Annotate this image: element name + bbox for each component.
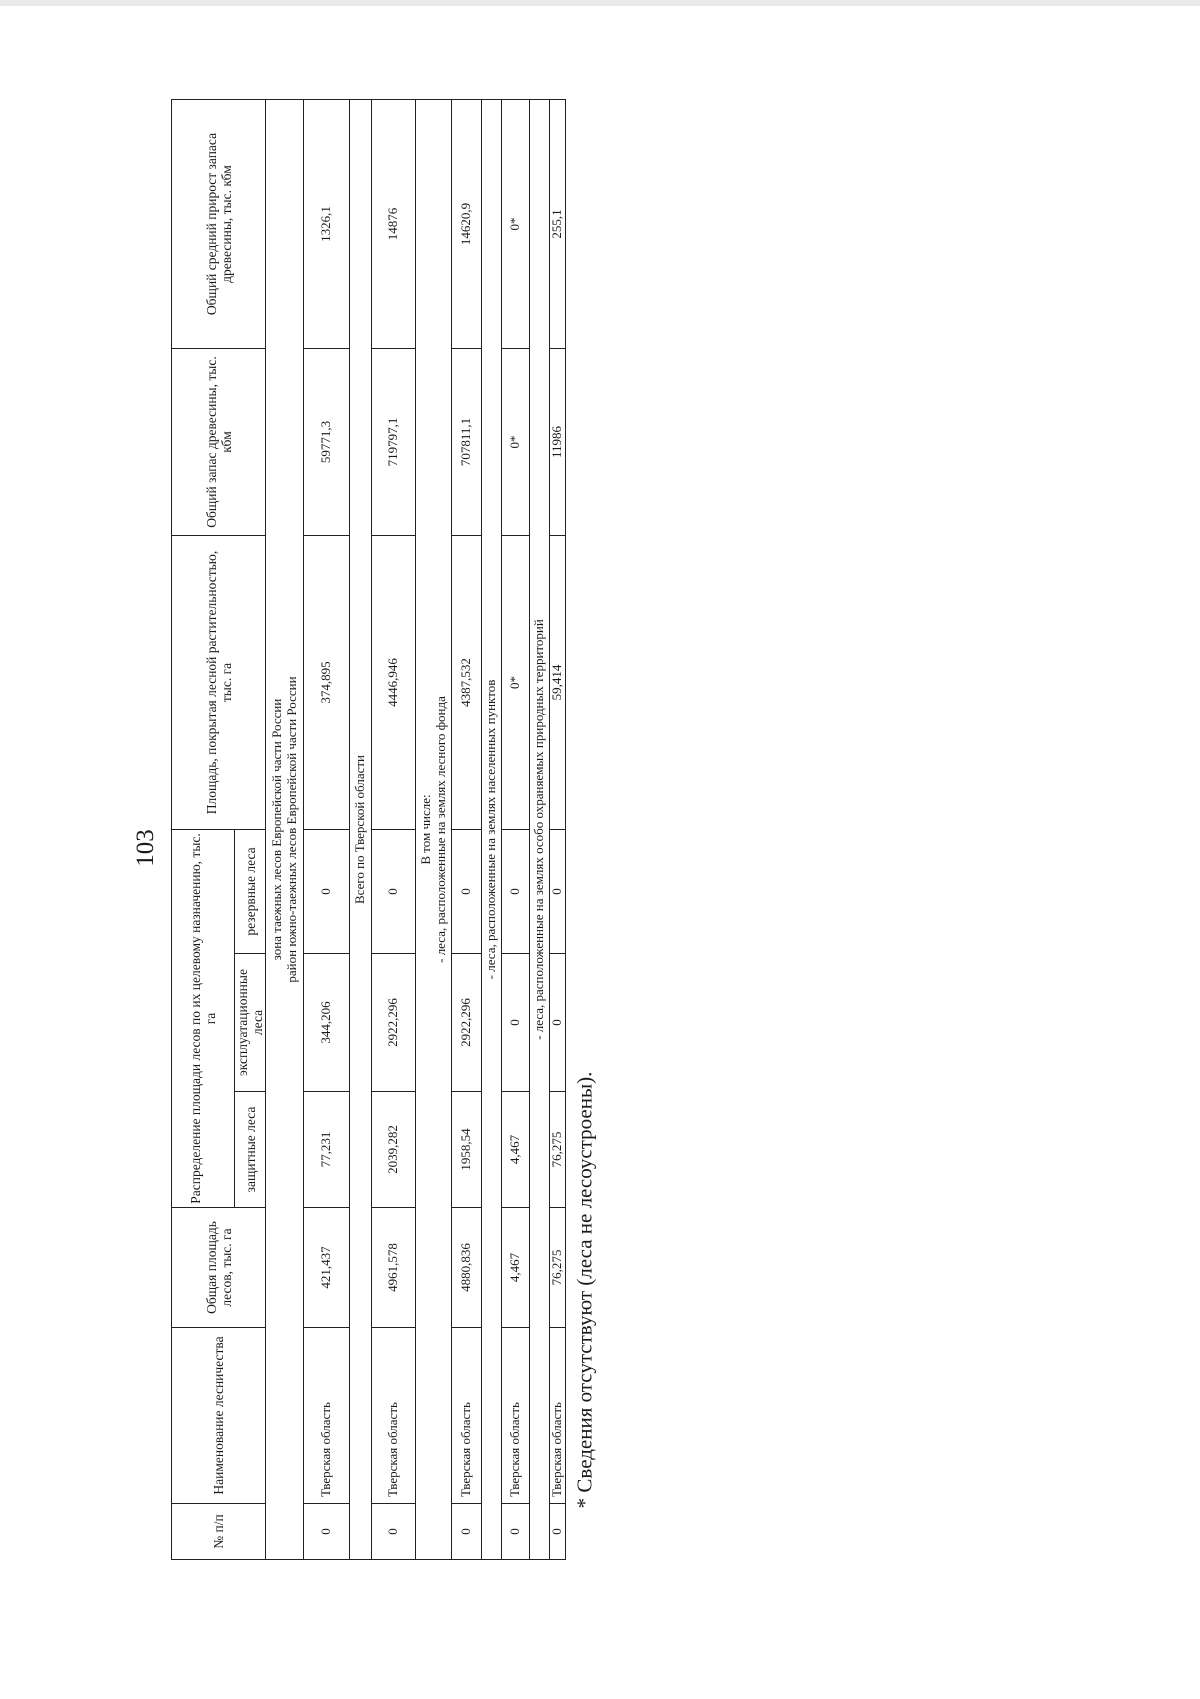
cell-num: 0 (452, 1504, 482, 1560)
section-title-row (350, 100, 372, 1560)
cell-covered-area: 59,414 (550, 536, 566, 830)
section-title (350, 100, 372, 1560)
cell-total-area: 4,467 (502, 1208, 530, 1328)
table-row (550, 100, 566, 1560)
cell-name: Тверская область (502, 1328, 530, 1504)
cell-exploitation: 0 (550, 954, 566, 1092)
cell-protective: 4,467 (502, 1092, 530, 1208)
section-title-line: Всего по Тверской области (352, 754, 368, 905)
cell-num: 0 (502, 1504, 530, 1560)
section-title (266, 100, 304, 1560)
cell-num: 0 (372, 1504, 416, 1560)
scan-edge (0, 0, 1200, 6)
table-row (372, 100, 416, 1560)
cell-num: 0 (304, 1504, 350, 1560)
section-title-line: район южно-таежных лесов Европейской части России (283, 676, 299, 983)
page-number: 103 (132, 829, 159, 867)
section-title (530, 100, 550, 1560)
cell-growth: 1326,1 (304, 100, 350, 349)
cell-exploitation: 344,206 (304, 954, 350, 1092)
section-title (416, 100, 452, 1560)
cell-total-area: 4880,836 (452, 1208, 482, 1328)
table-row (502, 100, 530, 1560)
header-covered-area: Площадь, покрытая лесной растительностью, тыс. га (172, 536, 266, 830)
section-title-line: - леса, расположенные на землях населенных пунктов (483, 679, 499, 980)
cell-covered-area: 0* (502, 536, 530, 830)
section-title-row (266, 100, 304, 1560)
cell-name: Тверская область (550, 1328, 566, 1504)
header-stock: Общий запас древесины, тыс. кбм (172, 349, 266, 536)
cell-covered-area: 374,895 (304, 536, 350, 830)
cell-stock: 59771,3 (304, 349, 350, 536)
header-growth: Общий средний прирост запаса древесины, тыс. кбм (172, 100, 266, 349)
cell-covered-area: 4387,532 (452, 536, 482, 830)
section-title-line: В том числе: (418, 794, 434, 865)
section-title (482, 100, 502, 1560)
cell-stock: 707811,1 (452, 349, 482, 536)
cell-reserve: 0 (550, 830, 566, 954)
cell-protective: 76,275 (550, 1092, 566, 1208)
footnote: * Сведения отсутствуют (леса не лесоустроены). (572, 1071, 597, 1509)
cell-growth: 14620,9 (452, 100, 482, 349)
header-name: Наименование лесничества (172, 1328, 266, 1504)
header-exploitation: эксплуатационные леса (235, 954, 266, 1092)
cell-reserve: 0 (502, 830, 530, 954)
cell-reserve: 0 (452, 830, 482, 954)
section-title-line: - леса, расположенные на землях особо охраняемых природных территорий (531, 619, 547, 1040)
section-title-line: зона таежных лесов Европейской части России (269, 698, 285, 961)
cell-name: Тверская область (304, 1328, 350, 1504)
cell-exploitation: 2922,296 (372, 954, 416, 1092)
cell-protective: 2039,282 (372, 1092, 416, 1208)
cell-protective: 1958,54 (452, 1092, 482, 1208)
header-total-area: Общая площадь лесов, тыс. га (172, 1208, 266, 1328)
cell-stock: 719797,1 (372, 349, 416, 536)
cell-num: 0 (550, 1504, 566, 1560)
cell-reserve: 0 (372, 830, 416, 954)
forest-table-wrapper (171, 100, 565, 1560)
table-row (304, 100, 350, 1560)
cell-stock: 11986 (550, 349, 566, 536)
cell-name: Тверская область (372, 1328, 416, 1504)
cell-growth: 255,1 (550, 100, 566, 349)
cell-reserve: 0 (304, 830, 350, 954)
section-title-row (530, 100, 550, 1560)
table-row (452, 100, 482, 1560)
header-reserve: резервные леса (235, 830, 266, 954)
header-row-1 (172, 100, 235, 1560)
cell-name: Тверская область (452, 1328, 482, 1504)
cell-growth: 0* (502, 100, 530, 349)
cell-covered-area: 4446,946 (372, 536, 416, 830)
cell-growth: 14876 (372, 100, 416, 349)
section-title-row (482, 100, 502, 1560)
cell-total-area: 4961,578 (372, 1208, 416, 1328)
section-title-row (416, 100, 452, 1560)
cell-total-area: 421,437 (304, 1208, 350, 1328)
cell-protective: 77,231 (304, 1092, 350, 1208)
cell-exploitation: 2922,296 (452, 954, 482, 1092)
header-protective: защитные леса (235, 1092, 266, 1208)
cell-total-area: 76,275 (550, 1208, 566, 1328)
forest-distribution-table (171, 99, 566, 1560)
header-distribution: Распределение площади лесов по их целевому назначению, тыс. га (172, 830, 235, 1208)
section-title-line: - леса, расположенные на землях лесного фонда (432, 696, 448, 963)
cell-exploitation: 0 (502, 954, 530, 1092)
cell-stock: 0* (502, 349, 530, 536)
header-num: № п/п (172, 1504, 266, 1560)
rotated-table-container (171, 100, 565, 1560)
